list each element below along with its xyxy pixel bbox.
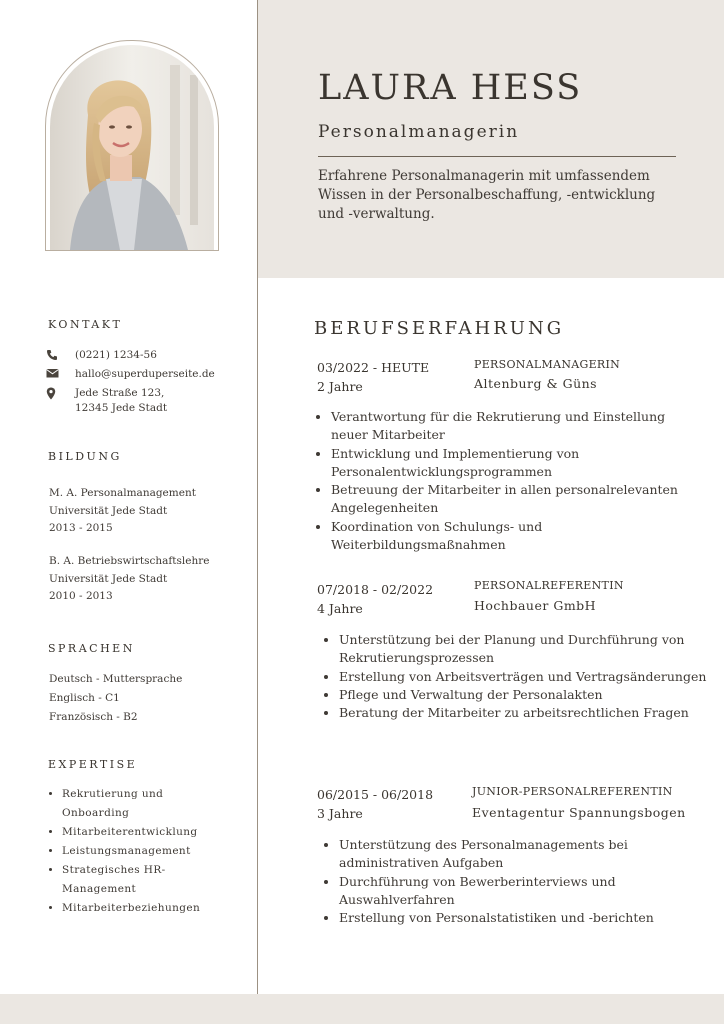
language-item: Deutsch - Muttersprache: [49, 673, 183, 685]
profile-photo-frame: [45, 40, 219, 251]
education-degree: M. A. Personalmanagement: [49, 487, 196, 499]
job-company: Hochbauer GmbH: [474, 598, 597, 613]
job-bullet: • Beratung der Mitarbeiter zu arbeitsrechtlichen Fragen: [339, 704, 709, 722]
job-bullet: • Erstellung von Arbeitsverträgen und Vertragsänderungen: [339, 668, 709, 686]
footer-band: [0, 994, 724, 1024]
job-role: PERSONALMANAGERIN: [474, 358, 621, 371]
contact-address-row: [46, 386, 167, 416]
job-bullet: • Entwicklung und Implementierung von Personalentwicklungsprogrammen: [331, 445, 691, 482]
job-bullet: • Unterstützung bei der Planung und Durchführung von Rekrutierungsprozessen: [339, 631, 709, 668]
languages-list: [49, 670, 182, 727]
job-dates: 06/2015 - 06/2018: [317, 787, 434, 802]
job-responsibilities: [323, 836, 709, 927]
expertise-item: • Rekrutierung und Onboarding: [62, 785, 172, 823]
education-entry-1: [49, 485, 196, 538]
expertise-item: • Strategisches HR-Management: [62, 861, 182, 899]
contact-phone-row: [46, 348, 157, 363]
languages-heading: SPRACHEN: [48, 642, 135, 655]
job-dates: 07/2018 - 02/2022: [317, 582, 434, 597]
job-responsibilities: [315, 408, 691, 554]
job-bullet: • Verantwortung für die Rekrutierung und Einstellung neuer Mitarbeiter: [331, 408, 691, 445]
contact-phone[interactable]: (0221) 1234-56: [75, 349, 157, 361]
experience-heading: BERUFSERFAHRUNG: [314, 318, 565, 339]
profile-photo: [50, 45, 214, 250]
job-role: PERSONALREFERENTIN: [474, 579, 624, 592]
location-pin-icon: [46, 387, 60, 399]
job-bullet: • Pflege und Verwaltung der Personalakten: [339, 686, 709, 704]
job-responsibilities: [323, 631, 709, 722]
education-degree: B. A. Betriebswirtschaftslehre: [49, 555, 210, 567]
education-school: Universität Jede Stadt: [49, 572, 168, 585]
job-company: Eventagentur Spannungsbogen: [472, 805, 686, 820]
expertise-item: • Mitarbeiterbeziehungen: [62, 899, 262, 918]
title-divider: [318, 156, 676, 157]
address-line-1: Jede Straße 123,: [75, 387, 165, 399]
expertise-list: [48, 785, 262, 918]
expertise-item: • Mitarbeiterentwicklung: [62, 823, 262, 842]
expertise-heading: EXPERTISE: [48, 758, 138, 771]
job-duration: 3 Jahre: [317, 806, 363, 821]
job-bullet: • Durchführung von Bewerberinterviews und Auswahlverfahren: [339, 873, 709, 910]
job-role: JUNIOR-PERSONALREFERENTIN: [472, 785, 673, 798]
job-company: Altenburg & Güns: [474, 376, 598, 391]
candidate-name: LAURA HESS: [318, 68, 583, 108]
language-item: Französisch - B2: [49, 711, 138, 723]
phone-icon: [46, 349, 60, 361]
education-heading: BILDUNG: [48, 450, 122, 463]
education-years: 2010 - 2013: [49, 590, 113, 602]
contact-address: [75, 386, 167, 416]
job-dates: 03/2022 - HEUTE: [317, 360, 430, 375]
education-entry-2: [49, 553, 209, 606]
job-bullet: • Betreuung der Mitarbeiter in allen personalrelevanten Angelegenheiten: [331, 481, 691, 518]
education-years: 2013 - 2015: [49, 522, 113, 534]
contact-heading: KONTAKT: [48, 318, 123, 331]
contact-email[interactable]: hallo@superduperseite.de: [75, 368, 215, 380]
language-item: Englisch - C1: [49, 692, 120, 704]
job-duration: 2 Jahre: [317, 379, 363, 394]
job-bullet: • Erstellung von Personalstatistiken und -berichten: [339, 909, 709, 927]
job-bullet: • Koordination von Schulungs- und Weiterbildungsmaßnahmen: [331, 518, 691, 555]
profile-summary: Erfahrene Personalmanagerin mit umfassendem Wissen in der Personalbeschaffung, -entwicklung und -verwaltung.: [318, 168, 656, 222]
job-duration: 4 Jahre: [317, 601, 363, 616]
contact-email-row: [46, 367, 215, 382]
education-school: Universität Jede Stadt: [49, 504, 168, 517]
expertise-item: • Leistungsmanagement: [62, 842, 262, 861]
job-bullet: • Unterstützung des Personalmanagements bei administrativen Aufgaben: [339, 836, 709, 873]
candidate-title: Personalmanagerin: [318, 122, 520, 142]
mail-icon: [46, 368, 60, 380]
address-line-2: 12345 Jede Stadt: [75, 402, 168, 414]
